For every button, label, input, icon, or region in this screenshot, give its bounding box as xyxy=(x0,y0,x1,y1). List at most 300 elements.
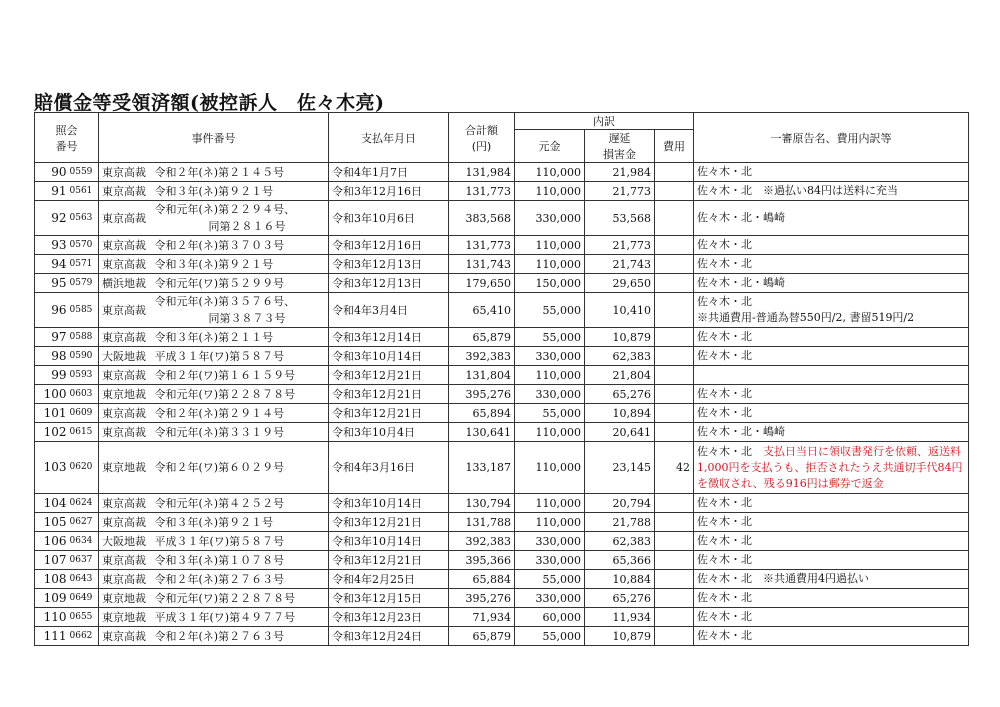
cost-amount xyxy=(655,551,694,570)
note-cell xyxy=(694,182,969,201)
table-row xyxy=(35,627,969,646)
note-cell xyxy=(694,589,969,608)
table-row xyxy=(35,328,969,347)
delay-damages-amount: 10,879 xyxy=(585,627,655,646)
cost-amount xyxy=(655,570,694,589)
cost-amount xyxy=(655,385,694,404)
delay-damages-amount: 21,773 xyxy=(585,236,655,255)
payment-date: 令和3年12月23日 xyxy=(329,608,449,627)
ref-code: 0655 xyxy=(69,608,99,627)
table-row xyxy=(35,255,969,274)
principal-amount: 110,000 xyxy=(515,236,585,255)
delay-damages-amount: 10,894 xyxy=(585,404,655,423)
table-row xyxy=(35,274,969,293)
case-number-line1: 令和元年(ネ)第４２５２号 xyxy=(154,496,285,510)
ref-code: 0634 xyxy=(69,532,99,551)
court-name: 東京地裁 xyxy=(99,608,151,627)
principal-amount: 55,000 xyxy=(515,570,585,589)
cost-amount xyxy=(655,274,694,293)
ref-code: 0649 xyxy=(69,589,99,608)
row-number: 108 xyxy=(35,570,69,589)
case-number-line1: 令和２年(ネ)第２７６３号 xyxy=(154,629,285,643)
case-number-line1: 令和２年(ネ)第２９１４号 xyxy=(154,406,285,420)
header-ref-number xyxy=(35,113,99,163)
case-number xyxy=(151,589,329,608)
table-row xyxy=(35,608,969,627)
table-row xyxy=(35,347,969,366)
case-number xyxy=(151,442,329,494)
case-number-line1: 令和２年(ネ)第３７０３号 xyxy=(154,238,285,252)
note-text: 佐々木・北 xyxy=(697,295,753,308)
court-name: 大阪地裁 xyxy=(99,347,151,366)
delay-damages-amount: 65,276 xyxy=(585,589,655,608)
row-number: 101 xyxy=(35,404,69,423)
delay-damages-amount: 10,879 xyxy=(585,328,655,347)
ref-code: 0588 xyxy=(69,328,99,347)
total-amount: 131,984 xyxy=(449,163,515,182)
note-cell xyxy=(694,551,969,570)
court-name: 東京高裁 xyxy=(99,366,151,385)
ref-code: 0571 xyxy=(69,255,99,274)
header-payment-date: 支払年月日 xyxy=(329,113,449,163)
payment-date: 令和3年12月21日 xyxy=(329,385,449,404)
total-amount: 71,934 xyxy=(449,608,515,627)
payment-date: 令和3年12月16日 xyxy=(329,236,449,255)
ref-code: 0590 xyxy=(69,347,99,366)
header-ref-top: 照会 xyxy=(55,123,78,137)
table-row xyxy=(35,163,969,182)
note-cell xyxy=(694,328,969,347)
case-number xyxy=(151,328,329,347)
note-cell xyxy=(694,347,969,366)
case-number xyxy=(151,404,329,423)
payment-date: 令和3年12月15日 xyxy=(329,589,449,608)
table-body xyxy=(35,163,969,646)
delay-damages-amount: 65,276 xyxy=(585,385,655,404)
note-text: 佐々木・北 xyxy=(697,553,753,566)
case-number xyxy=(151,385,329,404)
principal-amount: 330,000 xyxy=(515,532,585,551)
cost-amount xyxy=(655,513,694,532)
table-row xyxy=(35,423,969,442)
cost-amount xyxy=(655,163,694,182)
ref-code: 0603 xyxy=(69,385,99,404)
payment-date: 令和4年3月4日 xyxy=(329,293,449,328)
cost-amount xyxy=(655,532,694,551)
payment-date: 令和3年10月14日 xyxy=(329,347,449,366)
principal-amount: 330,000 xyxy=(515,589,585,608)
delay-damages-amount: 20,641 xyxy=(585,423,655,442)
header-row-1 xyxy=(35,113,969,130)
row-number: 109 xyxy=(35,589,69,608)
cost-amount: 42 xyxy=(655,442,694,494)
ref-code: 0620 xyxy=(69,442,99,494)
delay-damages-amount: 21,788 xyxy=(585,513,655,532)
row-number: 98 xyxy=(35,347,69,366)
principal-amount: 150,000 xyxy=(515,274,585,293)
payment-date: 令和4年3月16日 xyxy=(329,442,449,494)
court-name: 東京高裁 xyxy=(99,182,151,201)
court-name: 東京地裁 xyxy=(99,442,151,494)
note-cell xyxy=(694,274,969,293)
delay-damages-amount: 11,934 xyxy=(585,608,655,627)
court-name: 東京高裁 xyxy=(99,163,151,182)
note-text: 佐々木・北 xyxy=(697,349,753,362)
header-total-top: 合計額 xyxy=(465,123,498,137)
cost-amount xyxy=(655,423,694,442)
note-text: 佐々木・北 xyxy=(697,496,753,509)
principal-amount: 330,000 xyxy=(515,551,585,570)
header-breakdown: 内訳 xyxy=(515,113,694,130)
note-text: 佐々木・北 xyxy=(697,610,753,623)
header-note: 一審原告名、費用内訳等 xyxy=(694,113,969,163)
case-number-line1: 平成３１年(ワ)第５８７号 xyxy=(154,534,285,548)
cost-amount xyxy=(655,589,694,608)
note-text: 佐々木・北 xyxy=(697,257,753,270)
ref-code: 0624 xyxy=(69,494,99,513)
ref-code: 0593 xyxy=(69,366,99,385)
court-name: 東京高裁 xyxy=(99,551,151,570)
case-number-line1: 平成３１年(ワ)第５８７号 xyxy=(154,349,285,363)
case-number-line1: 令和元年(ネ)第３３１９号 xyxy=(154,425,285,439)
case-number-line1: 令和元年(ワ)第２２８７８号 xyxy=(154,591,296,605)
row-number: 111 xyxy=(35,627,69,646)
ref-code: 0570 xyxy=(69,236,99,255)
case-number xyxy=(151,236,329,255)
court-name: 横浜地裁 xyxy=(99,274,151,293)
ref-code: 0662 xyxy=(69,627,99,646)
table-row xyxy=(35,404,969,423)
court-name: 東京高裁 xyxy=(99,328,151,347)
payment-date: 令和3年12月24日 xyxy=(329,627,449,646)
cost-amount xyxy=(655,608,694,627)
note-cell xyxy=(694,404,969,423)
note-cell xyxy=(694,627,969,646)
total-amount: 392,383 xyxy=(449,347,515,366)
note-text: 佐々木・北 xyxy=(697,591,753,604)
note-text: 佐々木・北 xyxy=(697,515,753,528)
row-number: 102 xyxy=(35,423,69,442)
delay-damages-amount: 20,794 xyxy=(585,494,655,513)
case-number-line1: 令和元年(ネ)第３５７６号、 xyxy=(154,295,296,308)
court-name: 大阪地裁 xyxy=(99,532,151,551)
page-title: 賠償金等受領済額(被控訴人 佐々木亮) xyxy=(34,92,385,114)
total-amount: 130,641 xyxy=(449,423,515,442)
cost-amount xyxy=(655,201,694,236)
court-name: 東京高裁 xyxy=(99,255,151,274)
table-row xyxy=(35,385,969,404)
row-number: 104 xyxy=(35,494,69,513)
ref-code: 0627 xyxy=(69,513,99,532)
cost-amount xyxy=(655,366,694,385)
case-number xyxy=(151,423,329,442)
total-amount: 131,773 xyxy=(449,182,515,201)
note-text-line2: ※共通費用-普通為替550円/2, 書留519円/2 xyxy=(697,311,915,324)
case-number-line1: 令和３年(ネ)第９２１号 xyxy=(154,184,274,198)
case-number xyxy=(151,201,329,236)
court-name: 東京高裁 xyxy=(99,494,151,513)
note-cell xyxy=(694,201,969,236)
payment-date: 令和3年12月13日 xyxy=(329,255,449,274)
cost-amount xyxy=(655,494,694,513)
case-number xyxy=(151,532,329,551)
court-name: 東京高裁 xyxy=(99,513,151,532)
court-name: 東京高裁 xyxy=(99,236,151,255)
payment-date: 令和4年2月25日 xyxy=(329,570,449,589)
principal-amount: 330,000 xyxy=(515,201,585,236)
total-amount: 395,366 xyxy=(449,551,515,570)
payments-table xyxy=(34,112,969,646)
payment-date: 令和3年10月14日 xyxy=(329,532,449,551)
principal-amount: 110,000 xyxy=(515,442,585,494)
note-text: 佐々木・北 ※過払い84円は送料に充当 xyxy=(697,184,899,197)
payment-date: 令和4年1月7日 xyxy=(329,163,449,182)
table-row xyxy=(35,589,969,608)
delay-damages-amount: 62,383 xyxy=(585,532,655,551)
row-number: 91 xyxy=(35,182,69,201)
note-cell xyxy=(694,532,969,551)
note-text: 佐々木・北 xyxy=(697,444,764,458)
note-cell xyxy=(694,385,969,404)
total-amount: 131,804 xyxy=(449,366,515,385)
ref-code: 0609 xyxy=(69,404,99,423)
payment-date: 令和3年10月14日 xyxy=(329,494,449,513)
payment-date: 令和3年12月21日 xyxy=(329,366,449,385)
header-total-bottom: (円) xyxy=(471,139,492,153)
principal-amount: 55,000 xyxy=(515,328,585,347)
payment-date: 令和3年12月13日 xyxy=(329,274,449,293)
case-number xyxy=(151,570,329,589)
total-amount: 131,743 xyxy=(449,255,515,274)
note-text: 佐々木・北 xyxy=(697,387,753,400)
note-text: 佐々木・北 xyxy=(697,165,753,178)
principal-amount: 55,000 xyxy=(515,293,585,328)
delay-damages-amount: 53,568 xyxy=(585,201,655,236)
payment-date: 令和3年12月21日 xyxy=(329,551,449,570)
case-number xyxy=(151,347,329,366)
court-name: 東京高裁 xyxy=(99,404,151,423)
header-cost: 費用 xyxy=(655,130,694,163)
total-amount: 65,879 xyxy=(449,328,515,347)
cost-amount xyxy=(655,182,694,201)
total-amount: 131,788 xyxy=(449,513,515,532)
case-number xyxy=(151,513,329,532)
note-text: 佐々木・北 xyxy=(697,238,753,251)
table-row xyxy=(35,494,969,513)
payment-date: 令和3年12月14日 xyxy=(329,328,449,347)
table-row xyxy=(35,513,969,532)
table-row xyxy=(35,532,969,551)
case-number xyxy=(151,551,329,570)
case-number xyxy=(151,293,329,328)
ref-code: 0615 xyxy=(69,423,99,442)
header-principal: 元金 xyxy=(515,130,585,163)
note-text: 佐々木・北・嶋崎 xyxy=(697,425,786,438)
court-name: 東京高裁 xyxy=(99,293,151,328)
case-number-line1: 令和３年(ネ)第２１１号 xyxy=(154,330,274,344)
case-number-line1: 令和２年(ワ)第６０２９号 xyxy=(154,461,285,474)
delay-damages-amount: 23,145 xyxy=(585,442,655,494)
cost-amount xyxy=(655,236,694,255)
cost-amount xyxy=(655,404,694,423)
delay-damages-amount: 21,984 xyxy=(585,163,655,182)
payment-date: 令和3年10月6日 xyxy=(329,201,449,236)
row-number: 107 xyxy=(35,551,69,570)
court-name: 東京地裁 xyxy=(99,589,151,608)
total-amount: 383,568 xyxy=(449,201,515,236)
delay-damages-amount: 10,884 xyxy=(585,570,655,589)
court-name: 東京高裁 xyxy=(99,570,151,589)
row-number: 99 xyxy=(35,366,69,385)
ref-code: 0563 xyxy=(69,201,99,236)
payment-date: 令和3年10月4日 xyxy=(329,423,449,442)
row-number: 96 xyxy=(35,293,69,328)
principal-amount: 110,000 xyxy=(515,423,585,442)
case-number-line1: 令和３年(ネ)第１０７８号 xyxy=(154,553,285,567)
ref-code: 0579 xyxy=(69,274,99,293)
principal-amount: 110,000 xyxy=(515,163,585,182)
total-amount: 65,410 xyxy=(449,293,515,328)
case-number xyxy=(151,494,329,513)
total-amount: 130,794 xyxy=(449,494,515,513)
case-number-line1: 令和３年(ネ)第９２１号 xyxy=(154,515,274,529)
row-number: 100 xyxy=(35,385,69,404)
row-number: 92 xyxy=(35,201,69,236)
total-amount: 131,773 xyxy=(449,236,515,255)
delay-damages-amount: 29,650 xyxy=(585,274,655,293)
ref-code: 0585 xyxy=(69,293,99,328)
header-delay-damages xyxy=(585,130,655,163)
note-cell xyxy=(694,494,969,513)
principal-amount: 55,000 xyxy=(515,627,585,646)
principal-amount: 110,000 xyxy=(515,494,585,513)
row-number: 95 xyxy=(35,274,69,293)
ref-code: 0559 xyxy=(69,163,99,182)
note-text: 佐々木・北 xyxy=(697,330,753,343)
table-row xyxy=(35,442,969,494)
case-number xyxy=(151,182,329,201)
note-text: 佐々木・北 ※共通費用4円過払い xyxy=(697,572,870,585)
total-amount: 395,276 xyxy=(449,385,515,404)
case-number-line1: 令和２年(ネ)第２１４５号 xyxy=(154,165,285,179)
principal-amount: 110,000 xyxy=(515,366,585,385)
note-cell xyxy=(694,442,969,494)
delay-damages-amount: 10,410 xyxy=(585,293,655,328)
case-number-line1: 令和元年(ネ)第２２９４号、 xyxy=(154,203,296,216)
note-text: 佐々木・北 xyxy=(697,629,753,642)
cost-amount xyxy=(655,627,694,646)
total-amount: 65,879 xyxy=(449,627,515,646)
total-amount: 395,276 xyxy=(449,589,515,608)
cost-amount xyxy=(655,255,694,274)
note-cell xyxy=(694,570,969,589)
note-cell xyxy=(694,608,969,627)
row-number: 93 xyxy=(35,236,69,255)
case-number-line1: 令和２年(ネ)第２７６３号 xyxy=(154,572,285,586)
table-row xyxy=(35,293,969,328)
case-number xyxy=(151,274,329,293)
note-cell xyxy=(694,163,969,182)
case-number-line1: 令和２年(ワ)第１６１５９号 xyxy=(154,368,296,382)
header-delay-top: 遅延 xyxy=(608,132,631,145)
note-cell xyxy=(694,236,969,255)
case-number xyxy=(151,366,329,385)
case-number-line1: 令和元年(ワ)第２２８７８号 xyxy=(154,387,296,401)
payment-date: 令和3年12月21日 xyxy=(329,404,449,423)
row-number: 103 xyxy=(35,442,69,494)
ref-code: 0637 xyxy=(69,551,99,570)
note-text: 佐々木・北 xyxy=(697,534,753,547)
case-number-line1: 平成３１年(ワ)第４９７７号 xyxy=(154,610,296,624)
total-amount: 179,650 xyxy=(449,274,515,293)
header-case-number: 事件番号 xyxy=(99,113,329,163)
row-number: 106 xyxy=(35,532,69,551)
row-number: 105 xyxy=(35,513,69,532)
row-number: 97 xyxy=(35,328,69,347)
table-row xyxy=(35,366,969,385)
case-number-line1: 令和元年(ワ)第５２９９号 xyxy=(154,276,285,290)
row-number: 90 xyxy=(35,163,69,182)
court-name: 東京高裁 xyxy=(99,423,151,442)
delay-damages-amount: 65,366 xyxy=(585,551,655,570)
court-name: 東京高裁 xyxy=(99,201,151,236)
court-name: 東京高裁 xyxy=(99,627,151,646)
header-delay-bottom: 損害金 xyxy=(603,148,636,161)
note-text: 佐々木・北・嶋崎 xyxy=(697,211,786,224)
ref-code: 0643 xyxy=(69,570,99,589)
delay-damages-amount: 21,773 xyxy=(585,182,655,201)
delay-damages-amount: 62,383 xyxy=(585,347,655,366)
principal-amount: 110,000 xyxy=(515,513,585,532)
principal-amount: 110,000 xyxy=(515,255,585,274)
table-row xyxy=(35,570,969,589)
delay-damages-amount: 21,804 xyxy=(585,366,655,385)
row-number: 110 xyxy=(35,608,69,627)
case-number-line2: 同第３８７３号 xyxy=(208,312,286,325)
note-cell xyxy=(694,293,969,328)
table-row xyxy=(35,551,969,570)
case-number-line2: 同第２８１６号 xyxy=(208,220,286,233)
note-cell xyxy=(694,513,969,532)
note-cell xyxy=(694,255,969,274)
case-number-line1: 令和３年(ネ)第９２１号 xyxy=(154,257,274,271)
cost-amount xyxy=(655,347,694,366)
total-amount: 392,383 xyxy=(449,532,515,551)
principal-amount: 330,000 xyxy=(515,347,585,366)
case-number xyxy=(151,608,329,627)
cost-amount xyxy=(655,328,694,347)
payment-date: 令和3年12月16日 xyxy=(329,182,449,201)
total-amount: 65,894 xyxy=(449,404,515,423)
table-row xyxy=(35,182,969,201)
case-number xyxy=(151,163,329,182)
note-text: 佐々木・北 xyxy=(697,406,753,419)
row-number: 94 xyxy=(35,255,69,274)
note-red-text: 支払日当日に領収書発行を依頼、返送料1,000円を支払うも、拒否されたうえ共通切手代84円を徴収され、残る916円は郵券で返金 xyxy=(697,444,963,490)
note-text: 佐々木・北・嶋崎 xyxy=(697,276,786,289)
case-number xyxy=(151,627,329,646)
principal-amount: 60,000 xyxy=(515,608,585,627)
delay-damages-amount: 21,743 xyxy=(585,255,655,274)
note-cell xyxy=(694,366,969,385)
note-cell xyxy=(694,423,969,442)
header-total xyxy=(449,113,515,163)
payment-date: 令和3年12月21日 xyxy=(329,513,449,532)
ref-code: 0561 xyxy=(69,182,99,201)
principal-amount: 55,000 xyxy=(515,404,585,423)
table-row xyxy=(35,201,969,236)
case-number xyxy=(151,255,329,274)
